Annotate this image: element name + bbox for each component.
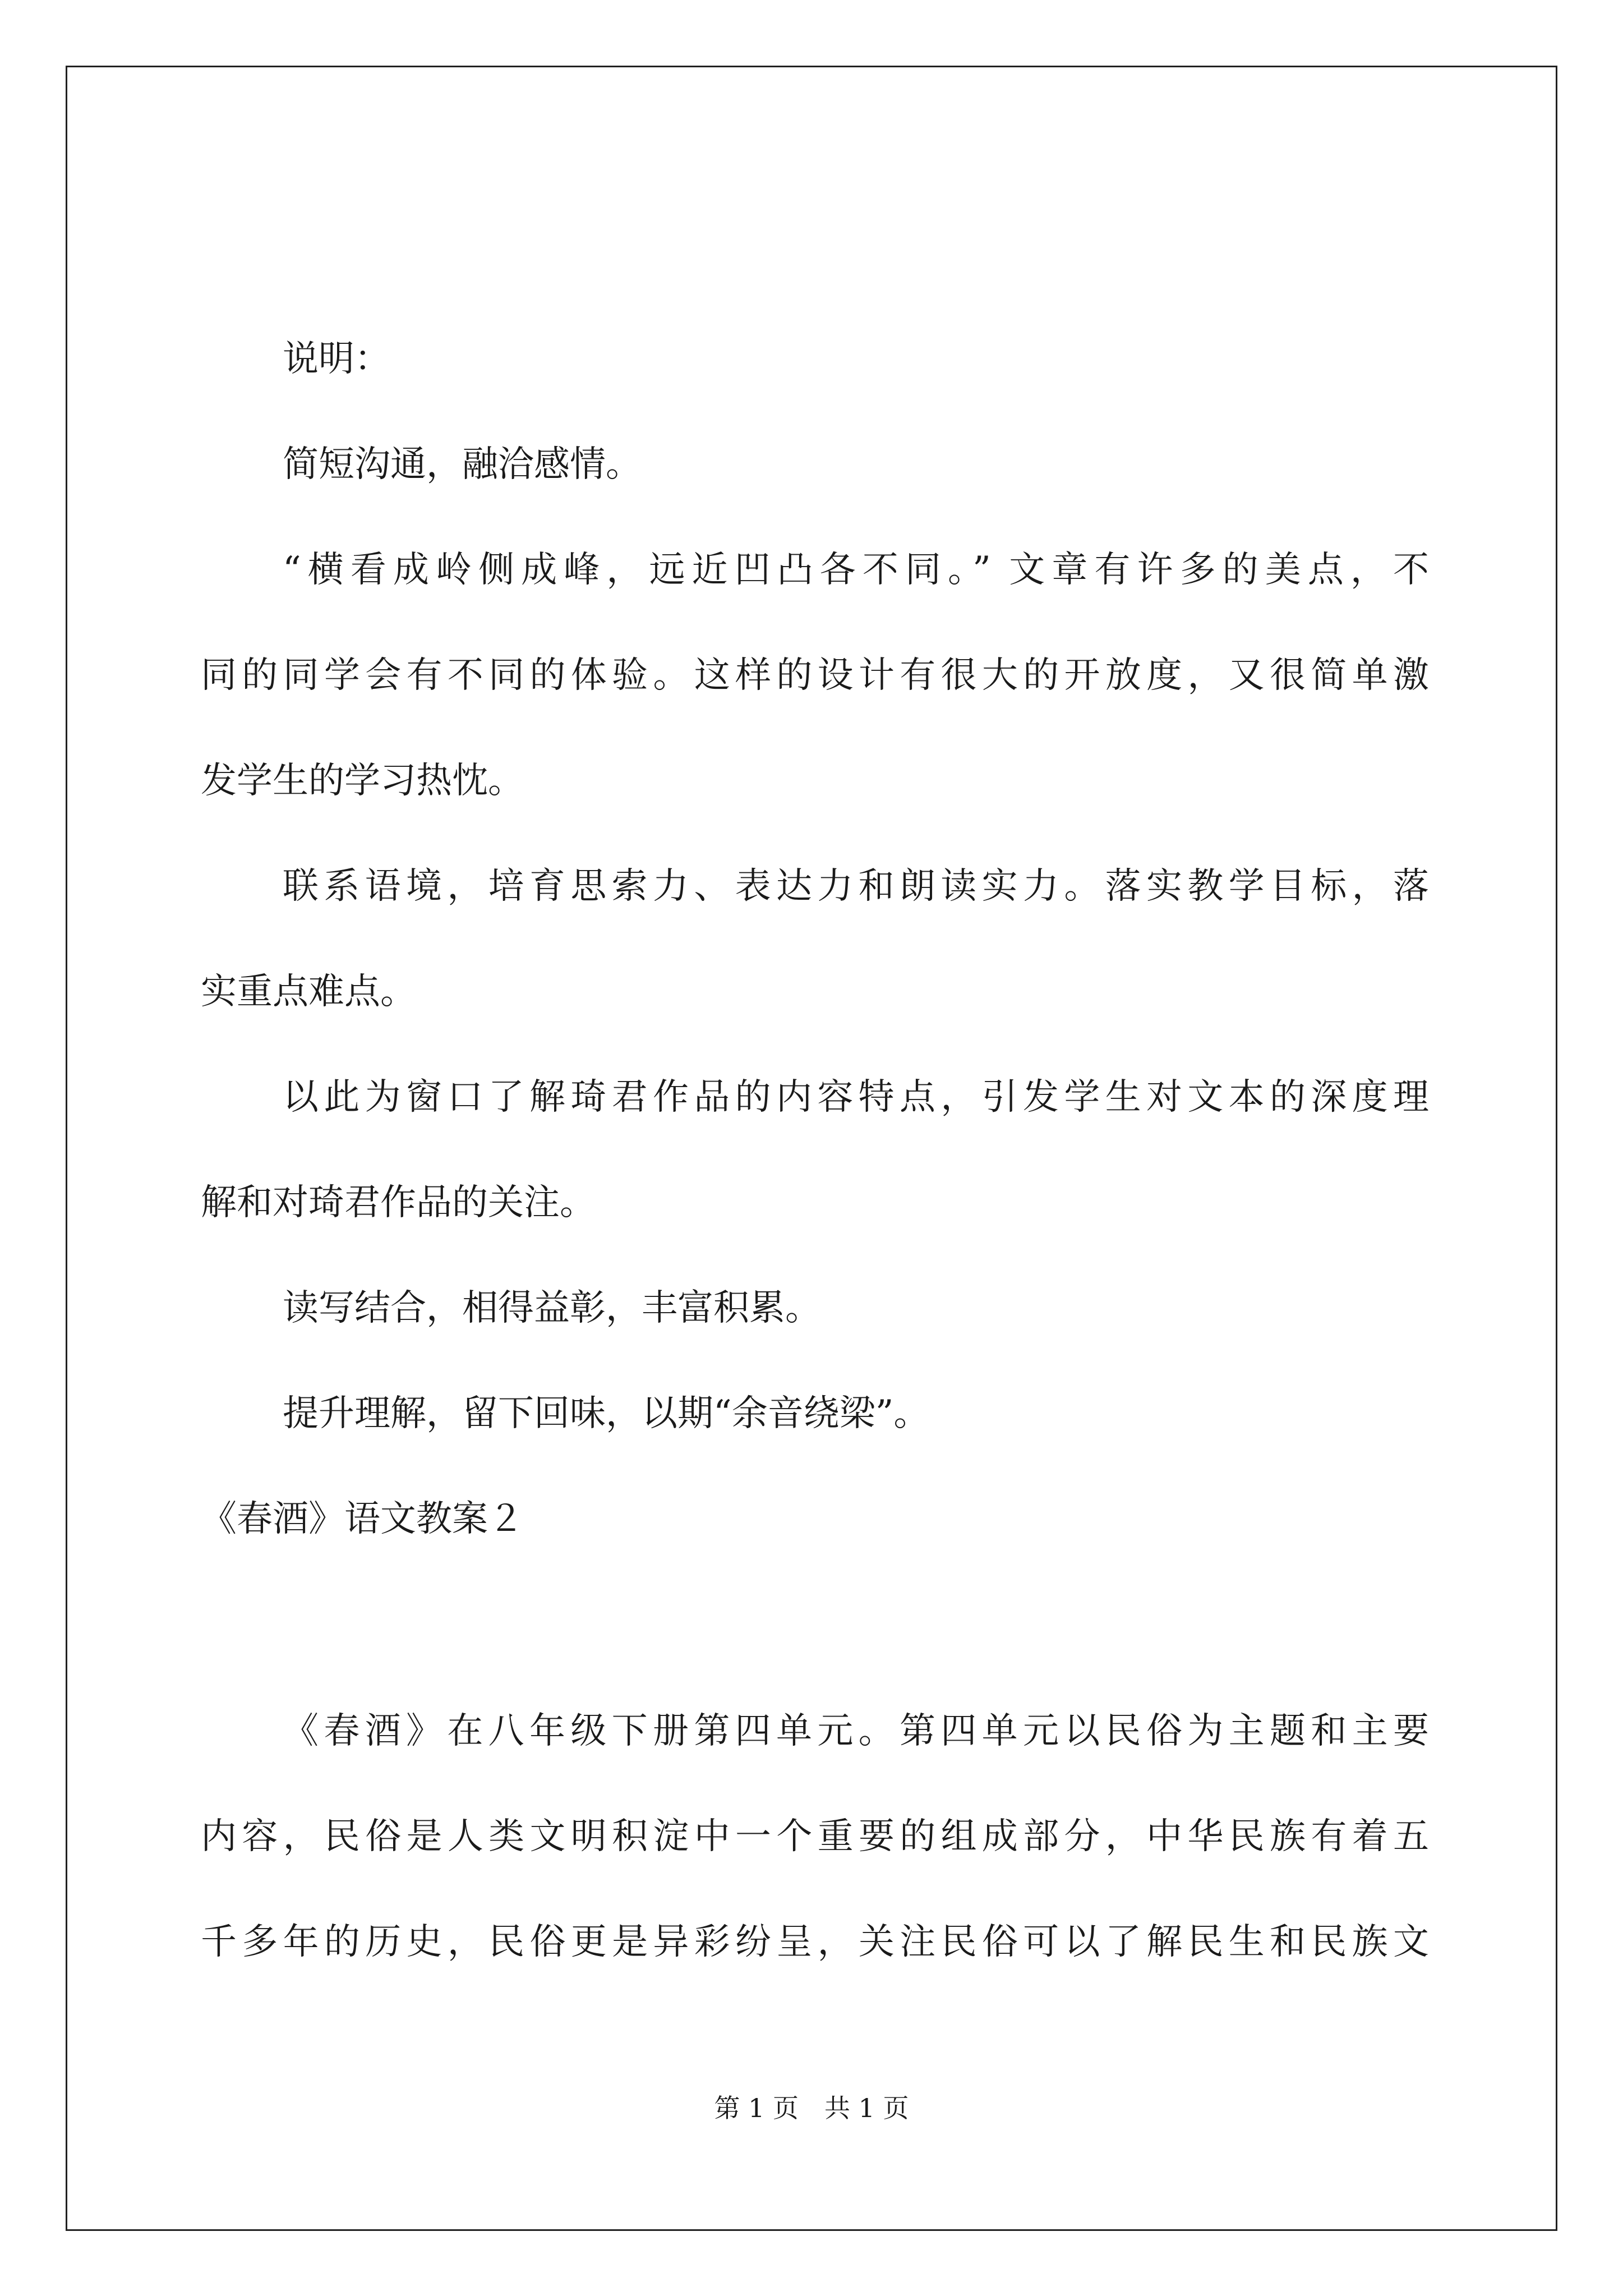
paragraph-line: 同的同学会有不同的体验。这样的设计有很大的开放度，又很简单激 <box>201 655 1429 696</box>
paragraph-line: 提升理解，留下回味，以期“余音绕梁”。 <box>283 1393 930 1434</box>
paragraph-line: 简短沟通，融洽感情。 <box>283 444 642 485</box>
paragraph-line: 《春酒》在八年级下册第四单元。第四单元以民俗为主题和主要 <box>283 1710 1429 1752</box>
paragraph-line: “横看成岭侧成峰，远近凹凸各不同。” 文章有许多的美点，不 <box>283 549 1429 591</box>
page-border <box>66 66 1557 2231</box>
paragraph-line: 内容，民俗是人类文明积淀中一个重要的组成部分，中华民族有着五 <box>201 1816 1429 1857</box>
paragraph-line: 以此为窗口了解琦君作品的内容特点，引发学生对文本的深度理 <box>283 1076 1429 1118</box>
paragraph-line: 解和对琦君作品的关注。 <box>201 1182 596 1223</box>
paragraph-line: 千多年的历史，民俗更是异彩纷呈，关注民俗可以了解民生和民族文 <box>201 1921 1429 1963</box>
paragraph-line: 读写结合，相得益彰，丰富积累。 <box>283 1287 821 1329</box>
paragraph-line: 发学生的学习热忱。 <box>201 760 524 802</box>
paragraph-line: 联系语境，培育思索力、表达力和朗读实力。落实教学目标，落 <box>283 866 1429 907</box>
page-number-footer: 第 1 页 共 1 页 <box>714 2093 909 2123</box>
paragraph-line: 实重点难点。 <box>201 971 416 1013</box>
paragraph-line: 说明： <box>283 338 390 380</box>
section-heading: 《春酒》语文教案２ <box>201 1498 524 1540</box>
